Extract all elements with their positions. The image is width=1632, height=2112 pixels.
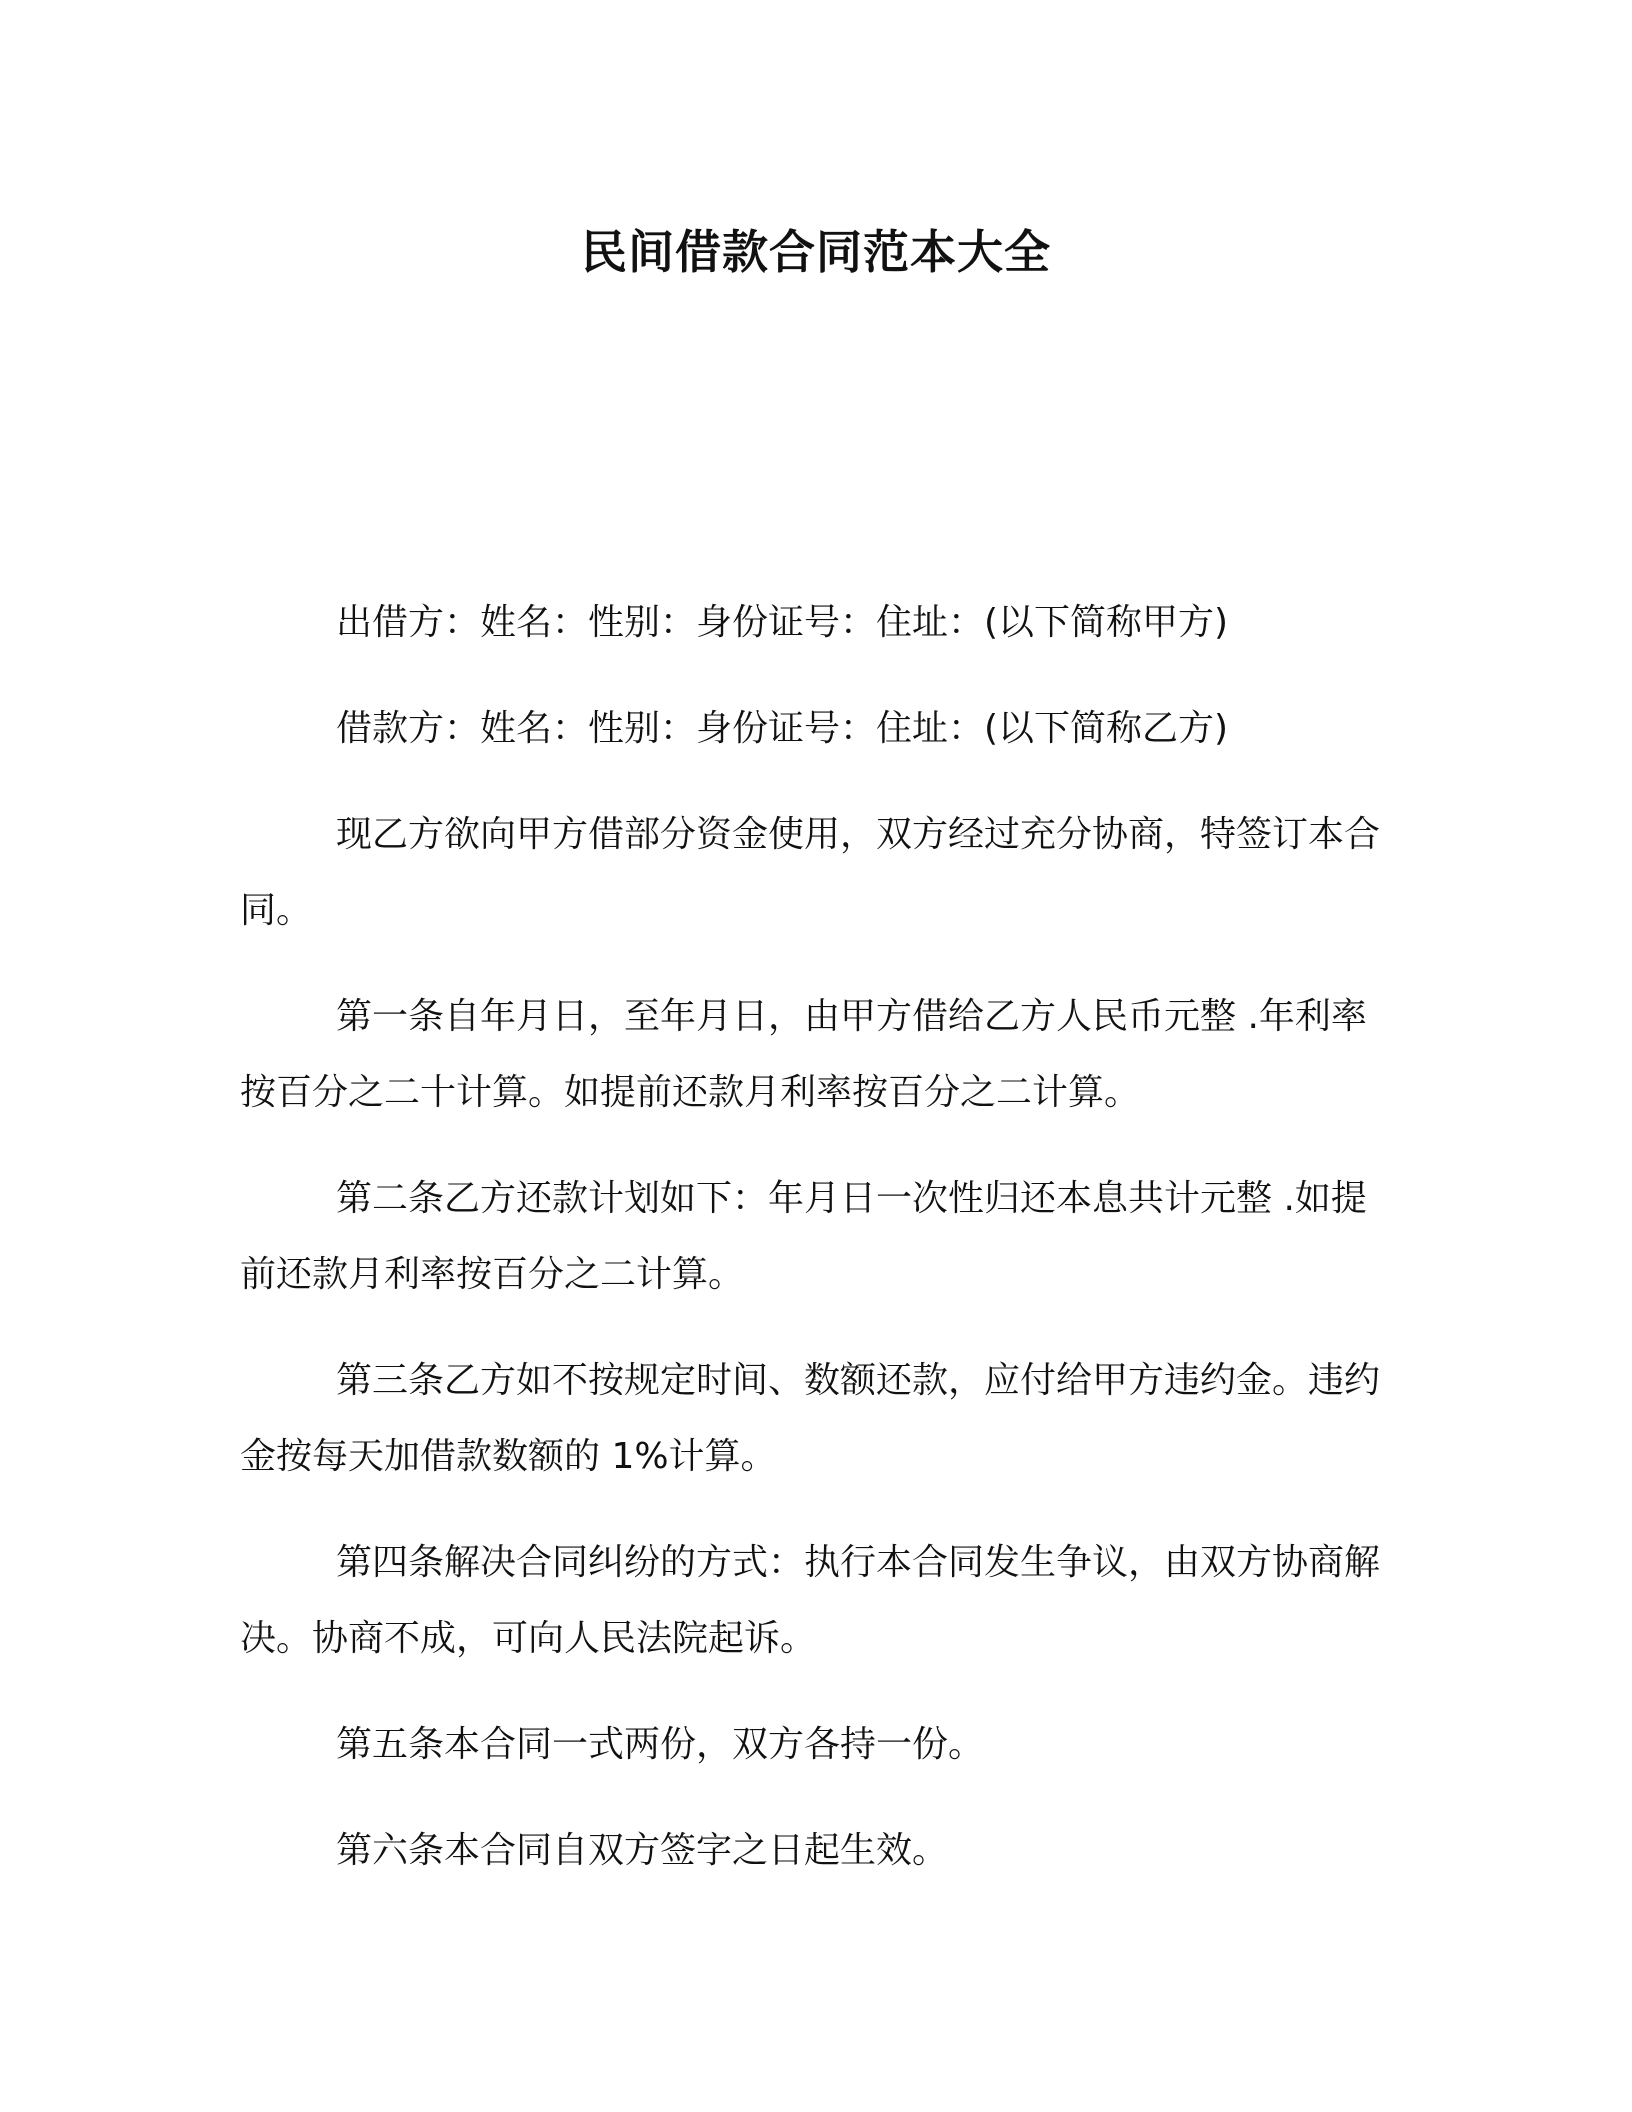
paragraph-lender: 出借方：姓名：性别：身份证号：住址：(以下简称甲方): [336, 602, 1229, 643]
paragraph-article-2: 第二条乙方还款计划如下：年月日一次性归还本息共计元整 .如提前还款月利率按百分之二计算。: [240, 1178, 1367, 1295]
paragraph-article-6: 第六条本合同自双方签字之日起生效。: [336, 1830, 949, 1871]
paragraph-preamble: 现乙方欲向甲方借部分资金使用，双方经过充分协商，特签订本合同。: [240, 814, 1381, 931]
paragraph-article-3: 第三条乙方如不按规定时间、数额还款，应付给甲方违约金。违约金按每天加借款数额的 1%计算。: [240, 1360, 1381, 1477]
paragraph-article-4: 第四条解决合同纠纷的方式：执行本合同发生争议，由双方协商解决。协商不成，可向人民法院起诉。: [240, 1542, 1381, 1659]
document-title: 民间借款合同范本大全: [581, 225, 1051, 279]
paragraph-article-5: 第五条本合同一式两份，双方各持一份。: [336, 1724, 985, 1765]
paragraph-article-1: 第一条自年月日，至年月日，由甲方借给乙方人民币元整 .年利率按百分之二十计算。如提前还款月利率按百分之二计算。: [240, 996, 1367, 1113]
paragraph-borrower: 借款方：姓名：性别：身份证号：住址：(以下简称乙方): [336, 708, 1229, 749]
document-body: [240, 585, 1380, 1919]
